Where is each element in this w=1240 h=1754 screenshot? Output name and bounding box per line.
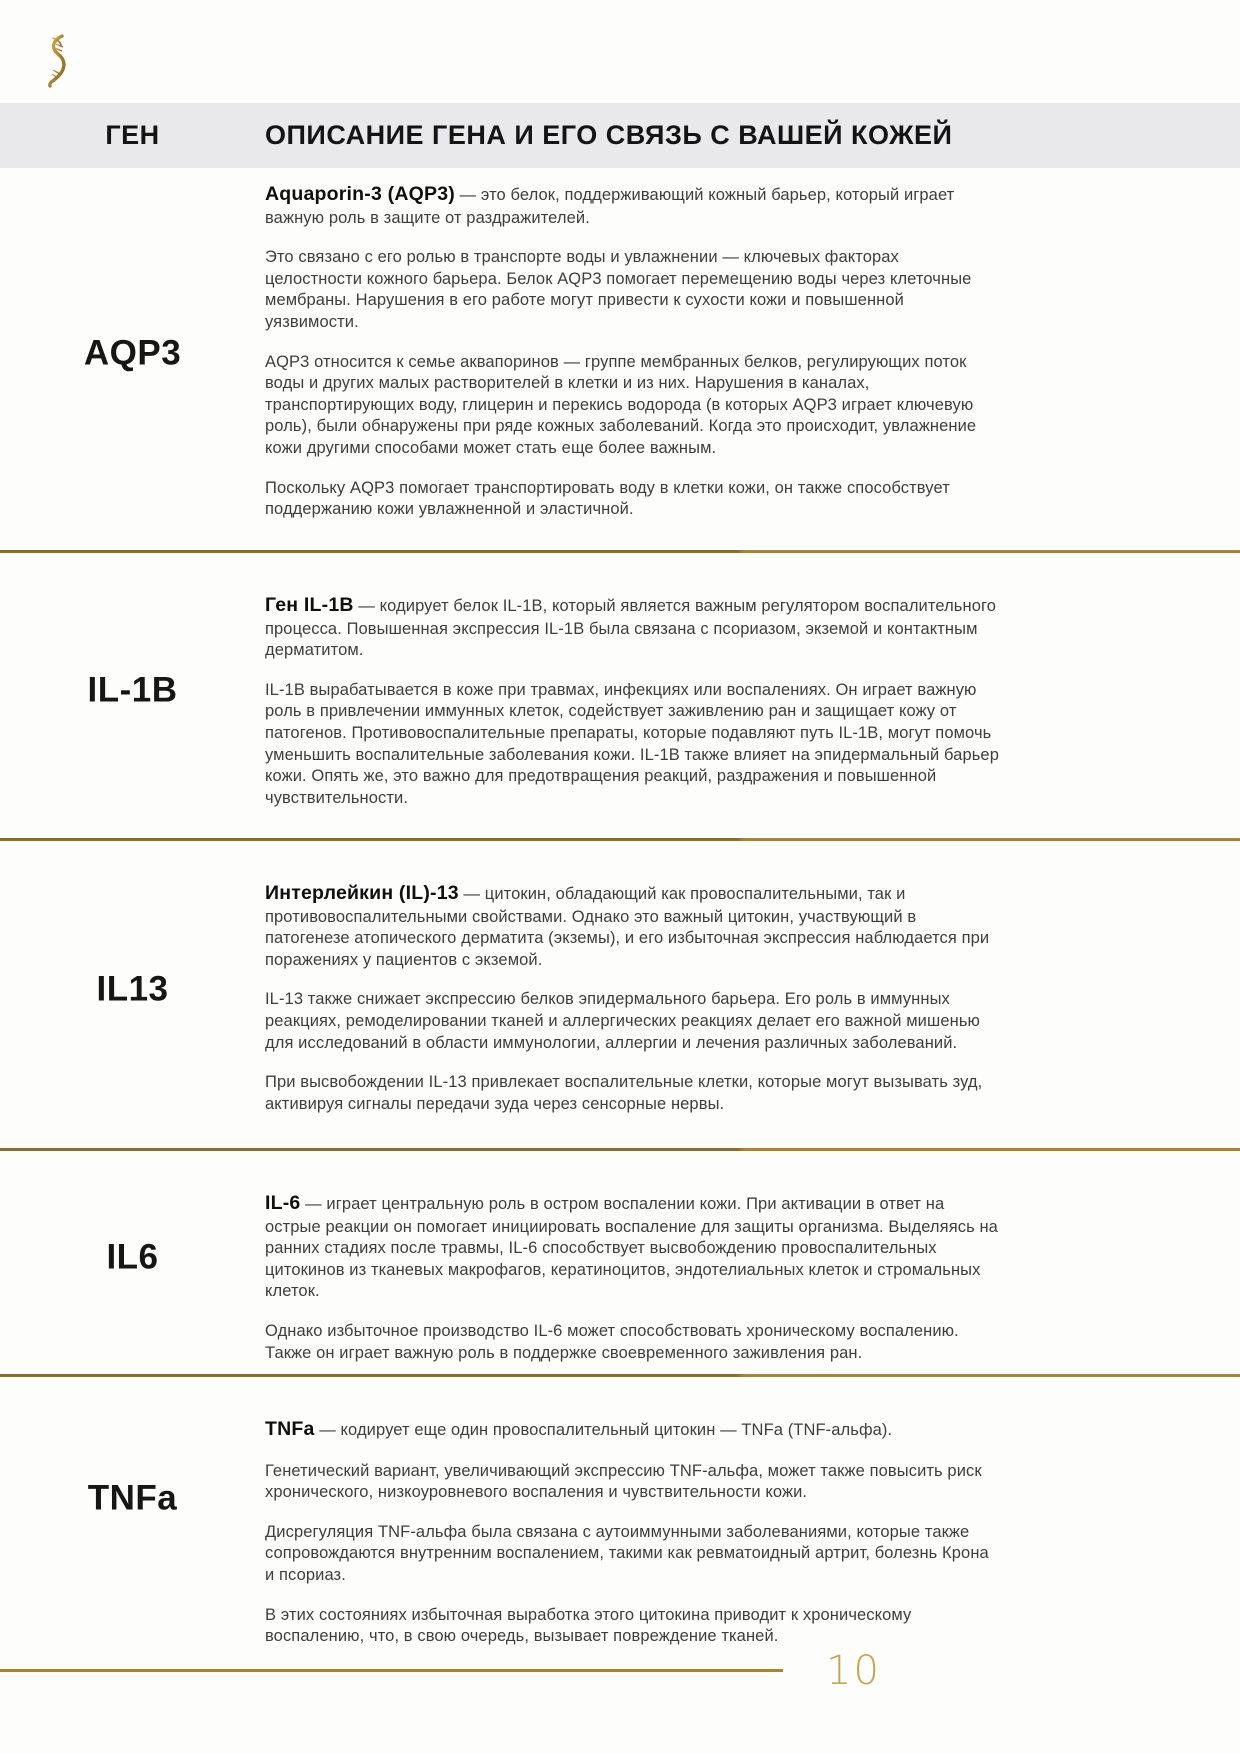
gene-section-il6 [0,1151,1240,1374]
page-footer [0,1648,1240,1696]
paragraph [265,182,1000,229]
page-number: 10 [826,1648,881,1694]
paragraph-text: — цитокин, обладающий как провоспалительными, так и противовоспалительными свойствами. Однако это важный цитокин, участвующий в патогенезе атопического дерматита (экземы), и его избыточная экспрессия наблюдается при поражениях у пациентов с экземой. [265,885,990,969]
paragraph [265,1321,1000,1364]
column-header-gene: ГЕН [105,120,160,150]
gene-description-cell [265,553,1040,838]
paragraph-text: — кодирует еще один провоспалительный цитокин — TNFa (TNF-альфа). [314,1421,893,1439]
gene-name-cell [0,1151,265,1374]
paragraph [265,352,1000,460]
gene-name-cell [0,1377,265,1631]
gene-name: AQP3 [83,333,182,373]
column-header-description: ОПИСАНИЕ ГЕНА И ЕГО СВЯЗЬ С ВАШЕЙ КОЖЕЙ [265,120,953,150]
gene-lead: IL-6 [265,1192,301,1214]
paragraph [265,1072,1000,1115]
gene-name-cell [0,841,265,1148]
brand-logo [44,34,72,88]
paragraph [265,1191,1000,1303]
gene-description-cell [265,1151,1040,1374]
table-header [0,103,1240,168]
paragraph [265,881,1000,971]
paragraph [265,478,1000,521]
paragraph-text: Однако избыточное производство IL-6 может способствовать хроническому воспалению. Также он играет важную роль в поддержке своевременного заживления ран. [265,1321,959,1362]
paragraph [265,989,1000,1054]
paragraph [265,247,1000,333]
footer-rule [0,1669,783,1672]
gene-description-cell [265,168,1040,550]
paragraph-text: — это белок, поддерживающий кожный барьер, который играет важную роль в защите от раздражителей. [265,186,955,227]
paragraph-text: В этих состояниях избыточная выработка этого цитокина приводит к хроническому воспалению, что, в свою очередь, вызывает повреждение тканей. [265,1605,912,1646]
paragraph-text: IL-1B вырабатывается в коже при травмах, инфекциях или воспалениях. Он играет важную роль в привлечении иммунных клеток, содействует заживлению ран и защищает кожу от патогенов. Противовоспалительные препараты, которые подавляют путь IL-1B, могут помочь уменьшить воспалительные заболевания кожи. IL-1B также влияет на эпидермальный барьер кожи. Опять же, это важно для предотвращения реакций, раздражения и повышенной чувствительности. [265,680,999,807]
paragraph [265,1605,1000,1648]
gene-sections [0,168,1240,1646]
paragraph-text: — кодирует белок IL-1B, который является важным регулятором воспалительного процесса. Повышенная экспрессия IL-1B была связана с псориазом, экземой и контактным дерматитом. [265,597,997,660]
gene-lead: Ген IL-1B [265,594,354,616]
gene-name: TNFa [87,1478,178,1518]
gene-lead: TNFa [265,1418,315,1440]
gene-lead: Aquaporin-3 (AQP3) [265,183,455,205]
paragraph-text: — играет центральную роль в остром воспалении кожи. При активации в ответ на острые реакции он помогает инициировать воспаление для защиты организма. Выделяясь на ранних стадиях после травмы, IL-6 способствует высвобождению провоспалительных цитокинов из тканевых макрофагов, кератиноцитов, эндотелиальных клеток и стромальных клеток. [265,1195,998,1301]
paragraph [265,1417,1000,1443]
gene-lead: Интерлейкин (IL)-13 [265,882,459,904]
gene-section-aqp3 [0,168,1240,550]
gene-description-cell [265,841,1040,1148]
paragraph-text: Дисрегуляция TNF-альфа была связана с аутоиммунными заболеваниями, которые также сопровождаются внутренним воспалением, такими как ревматоидный артрит, болезнь Крона и псориаз. [265,1522,989,1584]
gene-section-il13 [0,841,1240,1148]
dna-helix-icon [44,34,72,88]
paragraph-text: IL-13 также снижает экспрессию белков эпидермального барьера. Его роль в иммунных реакциях, ремоделировании тканей и аллергических реакциях делает его важной мишенью для исследований в области иммунологии, аллергии и лечения различных заболеваний. [265,990,980,1052]
gene-section-il1b [0,553,1240,838]
paragraph [265,1522,1000,1587]
paragraph [265,593,1000,662]
gene-name: IL-1B [87,669,178,709]
gene-name-cell [0,553,265,838]
paragraph-text: При высвобождении IL-13 привлекает воспалительные клетки, которые могут вызывать зуд, активируя сигналы передачи зуда через сенсорные нервы. [265,1073,983,1113]
paragraph [265,680,1000,810]
gene-name-cell [0,168,265,550]
paragraph-text: Это связано с его ролью в транспорте воды и увлажнении — ключевых факторах целостности кожного барьера. Белок AQP3 помогает перемещению воды через клеточные мембраны. Нарушения в его работе могут привести к сухости кожи и повышенной уязвимости. [265,248,972,331]
gene-section-tnfa [0,1377,1240,1646]
paragraph [265,1461,1000,1504]
gene-description-cell [265,1377,1040,1646]
paragraph-text: Поскольку AQP3 помогает транспортировать воду в клетки кожи, он также способствует поддержанию кожи увлажненной и эластичной. [265,478,950,519]
gene-name: IL13 [96,968,169,1008]
gene-name: IL6 [106,1236,159,1276]
paragraph-text: AQP3 относится к семье аквапоринов — группе мембранных белков, регулирующих поток воды и других малых растворителей в клетки и из них. Нарушения в каналах, транспортирующих воду, глицерин и перекись водорода (в которых AQP3 играет ключевую роль), были обнаружены при ряде кожных заболеваний. Когда это происходит, увлажнение кожи другими способами может стать еще более важным. [265,352,977,458]
paragraph-text: Генетический вариант, увеличивающий экспрессию TNF-альфа, может также повысить риск хронического, низкоуровневого воспаления и чувствительности кожи. [265,1461,982,1502]
